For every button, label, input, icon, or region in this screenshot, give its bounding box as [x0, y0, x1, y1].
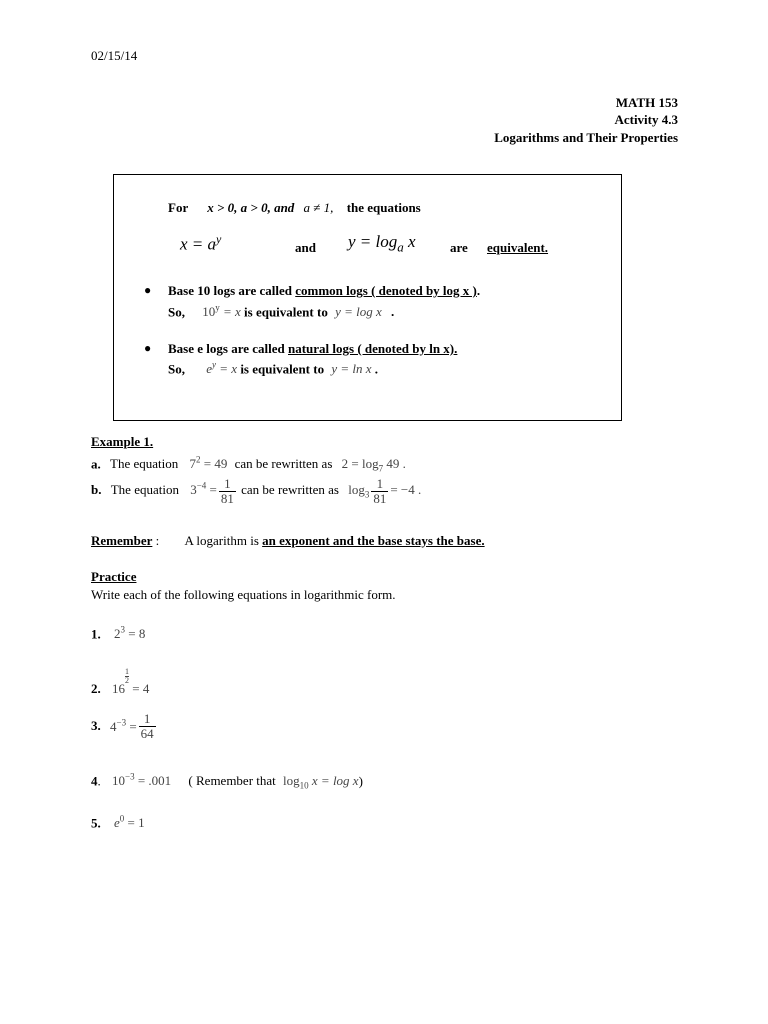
practice-5-exp: 0 [119, 814, 125, 824]
bullet2-equation [206, 361, 237, 376]
example-b [91, 477, 421, 505]
example-a-log [341, 456, 406, 474]
practice-5-rest: = 1 [124, 815, 145, 831]
common-logs-term: common logs ( denoted by log x ) [295, 283, 477, 298]
example-title: Example 1. [91, 434, 154, 449]
practice-4-note-equation [283, 773, 359, 791]
remember-emphasis: an exponent and the base stays the base. [262, 533, 485, 548]
example-b-log-sub: 3 [364, 489, 370, 500]
practice-3-base: 4 [110, 718, 117, 734]
natural-logs-term: natural logs ( denoted by ln x). [288, 341, 458, 356]
practice-3-equation [110, 719, 137, 734]
example-b-log [348, 482, 370, 500]
are-label: are [450, 240, 468, 255]
example-a-log-sub: 7 [378, 463, 384, 474]
log-form-pre: y = log [348, 232, 398, 251]
practice-item-2 [91, 668, 149, 697]
the-equations-label: the equations [346, 200, 421, 215]
practice-3-fraction [139, 712, 156, 740]
example-a-text: The equation [110, 456, 179, 472]
bullet2-end: . [374, 361, 379, 377]
practice-2-label: 2. [91, 681, 101, 696]
bullet-dot: ● [144, 341, 152, 355]
example-b-text: The equation [110, 482, 179, 498]
bullet1-target: y = log x [335, 304, 382, 320]
example-b-log-post: = −4 . [390, 482, 422, 498]
condition-a-neq: a ≠ 1, [303, 200, 334, 215]
exp-form-exponent: y [216, 232, 222, 246]
practice-4-note-sub: 10 [299, 780, 309, 791]
practice-2-exp-den: 2 [125, 676, 129, 685]
and-label: and [295, 240, 316, 255]
log-form-base: a [397, 239, 404, 255]
example-a-equation [189, 456, 227, 471]
example-b-eq-exp: −4 [196, 480, 207, 491]
example-b-log-fraction [371, 477, 388, 505]
practice-5-label: 5. [91, 815, 101, 831]
bullet-natural-logs [168, 341, 457, 357]
practice-item-5 [91, 814, 145, 831]
practice-2-exp-num: 1 [125, 667, 129, 676]
example-a-label: a. [91, 456, 101, 472]
practice-4-note-post: x = log x [308, 773, 359, 789]
remember-colon: : [152, 533, 160, 548]
remember-text: A logarithm is [184, 533, 259, 548]
equivalent-label: equivalent. [487, 240, 549, 255]
bullet1-eq-rest: = x [219, 304, 241, 320]
example-a-log-post: 49 . [383, 456, 406, 472]
practice-item-1 [91, 625, 145, 642]
example-b-mid: can be rewritten as [241, 482, 339, 498]
practice-4-note: ( Remember that [188, 773, 276, 789]
logarithmic-form [348, 232, 416, 255]
example-a-log-pre: 2 = log [341, 456, 379, 472]
practice-5-base: e [114, 815, 120, 831]
bullet2-target: y = ln x [331, 361, 372, 377]
bullet1-period: . [476, 283, 481, 298]
practice-title: Practice [91, 569, 137, 584]
example-b-fraction [219, 477, 236, 505]
example-b-log-pre: log [348, 482, 365, 498]
box-for-line [168, 200, 421, 216]
practice-2-rest: = 4 [129, 681, 150, 696]
practice-1-exp: 3 [120, 625, 125, 635]
example-b-log-num: 1 [371, 477, 388, 492]
practice-4-exp: −3 [125, 772, 135, 782]
practice-4-equation [112, 773, 171, 788]
bullet1-so: So, [168, 304, 185, 320]
practice-4-base: 10 [112, 773, 125, 789]
practice-2-base: 16 [112, 681, 125, 696]
bullet1-text: Base 10 logs are called [168, 283, 292, 298]
bullet2-so: So, [168, 361, 185, 377]
for-label: For [168, 200, 188, 215]
bullet1-eq-exp: y [215, 303, 220, 313]
example-a-eq-exp: 2 [195, 455, 201, 465]
condition-a: a > 0, and [240, 200, 295, 215]
bullet1-equation [202, 304, 241, 319]
practice-1-base: 2 [114, 626, 121, 642]
example-b-eq-eq: = [206, 482, 217, 498]
practice-2-equation [112, 667, 150, 696]
exp-form-base: x = a [180, 234, 217, 254]
bullet2-text: Base e logs are called [168, 341, 285, 356]
date: 02/15/14 [91, 48, 138, 63]
example-a-mid: can be rewritten as [234, 456, 333, 472]
practice-4-rest: = .001 [134, 773, 172, 789]
example-b-frac-num: 1 [219, 477, 236, 492]
bullet2-eq-rest: = x [216, 361, 238, 377]
bullet1-end: . [391, 304, 395, 320]
bullet2-eq-base: e [206, 361, 213, 377]
practice-instruction: Write each of the following equations in logarithmic form. [91, 587, 396, 602]
practice-3-num: 1 [139, 712, 156, 727]
practice-item-4 [91, 772, 363, 791]
example-b-equation [190, 482, 217, 497]
example-a [91, 455, 406, 474]
bullet1-eq-base: 10 [202, 304, 216, 320]
practice-4-note-close: ) [358, 773, 363, 789]
remember-label: Remember [91, 533, 153, 548]
bullet2-eq-exp: y [212, 360, 217, 370]
example-b-eq-base: 3 [190, 482, 197, 498]
bullet-common-logs [168, 283, 480, 299]
example-a-eq-rest: = 49 [200, 456, 228, 472]
bullet2-mid: is equivalent to [240, 361, 325, 377]
practice-5-equation [114, 815, 145, 830]
log-form-arg: x [408, 232, 416, 251]
practice-item-3 [91, 712, 158, 740]
activity-number: Activity 4.3 [614, 112, 678, 127]
exponential-form [180, 232, 221, 255]
practice-3-eq: = [126, 718, 137, 734]
example-a-eq-base: 7 [189, 456, 196, 472]
bullet1-mid: is equivalent to [244, 304, 328, 320]
practice-1-rest: = 8 [125, 626, 146, 642]
example-b-frac-den: 81 [220, 490, 234, 506]
bullet-dot: ● [144, 283, 152, 297]
practice-3-den: 64 [140, 725, 154, 741]
course-code: MATH 153 [615, 95, 678, 110]
practice-1-equation [114, 626, 145, 641]
practice-4-note-log: log [283, 773, 300, 789]
remember-line [91, 533, 485, 549]
practice-3-exp: −3 [116, 717, 127, 728]
example-b-label: b. [91, 482, 102, 498]
practice-3-label: 3. [91, 718, 101, 734]
bullet2-so-line [168, 360, 378, 377]
condition-x: x > 0, [207, 200, 238, 215]
example-b-log-den: 81 [373, 490, 387, 506]
practice-1-label: 1. [91, 626, 101, 642]
bullet1-so-line [168, 303, 394, 320]
page-title: Logarithms and Their Properties [494, 130, 678, 145]
practice-4-dot: . [97, 773, 101, 789]
practice-4-label: 4 [91, 773, 98, 789]
